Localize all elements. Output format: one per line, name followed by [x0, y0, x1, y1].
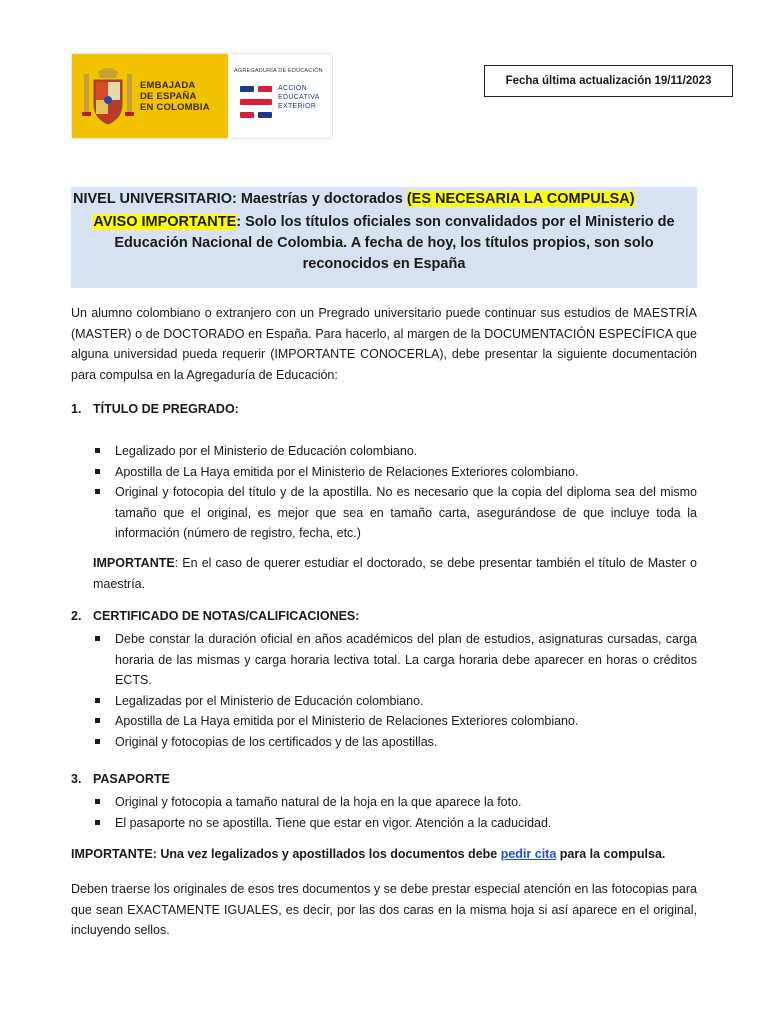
embassy-name: EMBAJADA DE ESPAÑA EN COLOMBIA: [140, 79, 210, 113]
notice-banner: [71, 187, 697, 288]
section-title-text: CERTIFICADO DE NOTAS/CALIFICACIONES:: [93, 609, 360, 623]
section-title-text: TÍTULO DE PREGRADO:: [93, 402, 239, 416]
education-logo-panel: [228, 54, 332, 138]
list-item: Apostilla de La Haya emitida por el Ministerio de Relaciones Exteriores colombiano.: [71, 462, 697, 483]
final-note-tail: para la compulsa.: [556, 847, 666, 861]
compulsa-highlight: (ES NECESARIA LA COMPULSA): [406, 191, 635, 207]
section-number: 1.: [71, 402, 82, 416]
section-title-text: PASAPORTE: [93, 772, 170, 786]
section-title-pregrado: [71, 402, 239, 416]
section-title-pasaporte: [71, 772, 170, 786]
pedir-cita-link[interactable]: pedir cita: [500, 847, 557, 861]
section-title-notas: [71, 609, 359, 623]
banner-title-text: NIVEL UNIVERSITARIO: Maestrías y doctorados: [73, 191, 407, 207]
doctorado-note: [93, 553, 697, 594]
notice-text: : Solo los títulos oficiales son convalidados por el Ministerio de Educación Nacional de Colombia. A fecha de hoy, los títulos propios, son solo reconocidos en España: [114, 214, 675, 272]
final-important-note: [71, 844, 711, 865]
list-item: Legalizado por el Ministerio de Educación colombiano.: [71, 441, 697, 462]
notas-list: [71, 629, 697, 752]
section-number: 3.: [71, 772, 82, 786]
list-item: Original y fotocopia del título y de la apostilla. No es necesario que la copia del diploma sea del mismo tamaño que el original, es mejor que sea en tamaño carta, asegurándose de que incluye toda la información (número de registro, fecha, etc.): [71, 482, 697, 544]
list-item: Original y fotocopias de los certificados y de las apostillas.: [71, 732, 697, 753]
note-text: : En el caso de querer estudiar el doctorado, se debe presentar también el título de Master o maestría.: [93, 556, 697, 591]
agregaduria-label: AGREGADURÍA DE EDUCACIÓN: [234, 68, 323, 74]
list-item: Debe constar la duración oficial en años académicos del plan de estudios, asignaturas cursadas, carga horaria de las mismas y carga horaria lectiva total. La carga horaria debe aparecer en horas o créditos ECTS.: [71, 629, 697, 691]
embassy-logo-panel: [72, 54, 228, 138]
closing-paragraph: Deben traerse los originales de esos tres documentos y se debe prestar especial atención en las fotocopias para que sean EXACTAMENTE IGUALES, es decir, por las dos caras en la misma hoja si así aparece en el original, incluyendo sellos.: [71, 882, 697, 937]
list-item: Apostilla de La Haya emitida por el Ministerio de Relaciones Exteriores colombiano.: [71, 711, 697, 732]
coat-of-arms-icon: [82, 64, 134, 128]
section-number: 2.: [71, 609, 82, 623]
pasaporte-list: [71, 792, 697, 833]
banner-title: [73, 189, 635, 210]
notice-label: AVISO IMPORTANTE: [93, 214, 237, 230]
last-update-date: Fecha última actualización 19/11/2023: [484, 65, 733, 97]
accion-educativa-icon: [238, 82, 274, 122]
list-item: El pasaporte no se apostilla. Tiene que estar en vigor. Atención a la caducidad.: [71, 813, 697, 834]
list-item: Legalizadas por el Ministerio de Educación colombiano.: [71, 691, 697, 712]
list-item: Original y fotocopia a tamaño natural de la hoja en la que aparece la foto.: [71, 792, 697, 813]
final-note-text: IMPORTANTE: Una vez legalizados y apostillados los documentos debe: [71, 847, 501, 861]
accion-educativa-name: ACCIÓN EDUCATIVA EXTERIOR: [278, 85, 320, 110]
embassy-logo: [71, 53, 333, 139]
pregrado-list: [71, 441, 697, 544]
important-notice: [71, 212, 697, 275]
note-label: IMPORTANTE: [93, 556, 175, 570]
intro-paragraph: Un alumno colombiano o extranjero con un Pregrado universitario puede continuar sus estudios de MAESTRÍA (MASTER) o de DOCTORADO en España. Para hacerlo, al margen de la DOCUMENTACIÓN ESPECÍFICA que alguna universidad pueda requerir (IMPORTANTE CONOCERLA), debe presentar la siguiente documentación para compulsa en la Agregaduría de Educación:: [71, 306, 697, 382]
